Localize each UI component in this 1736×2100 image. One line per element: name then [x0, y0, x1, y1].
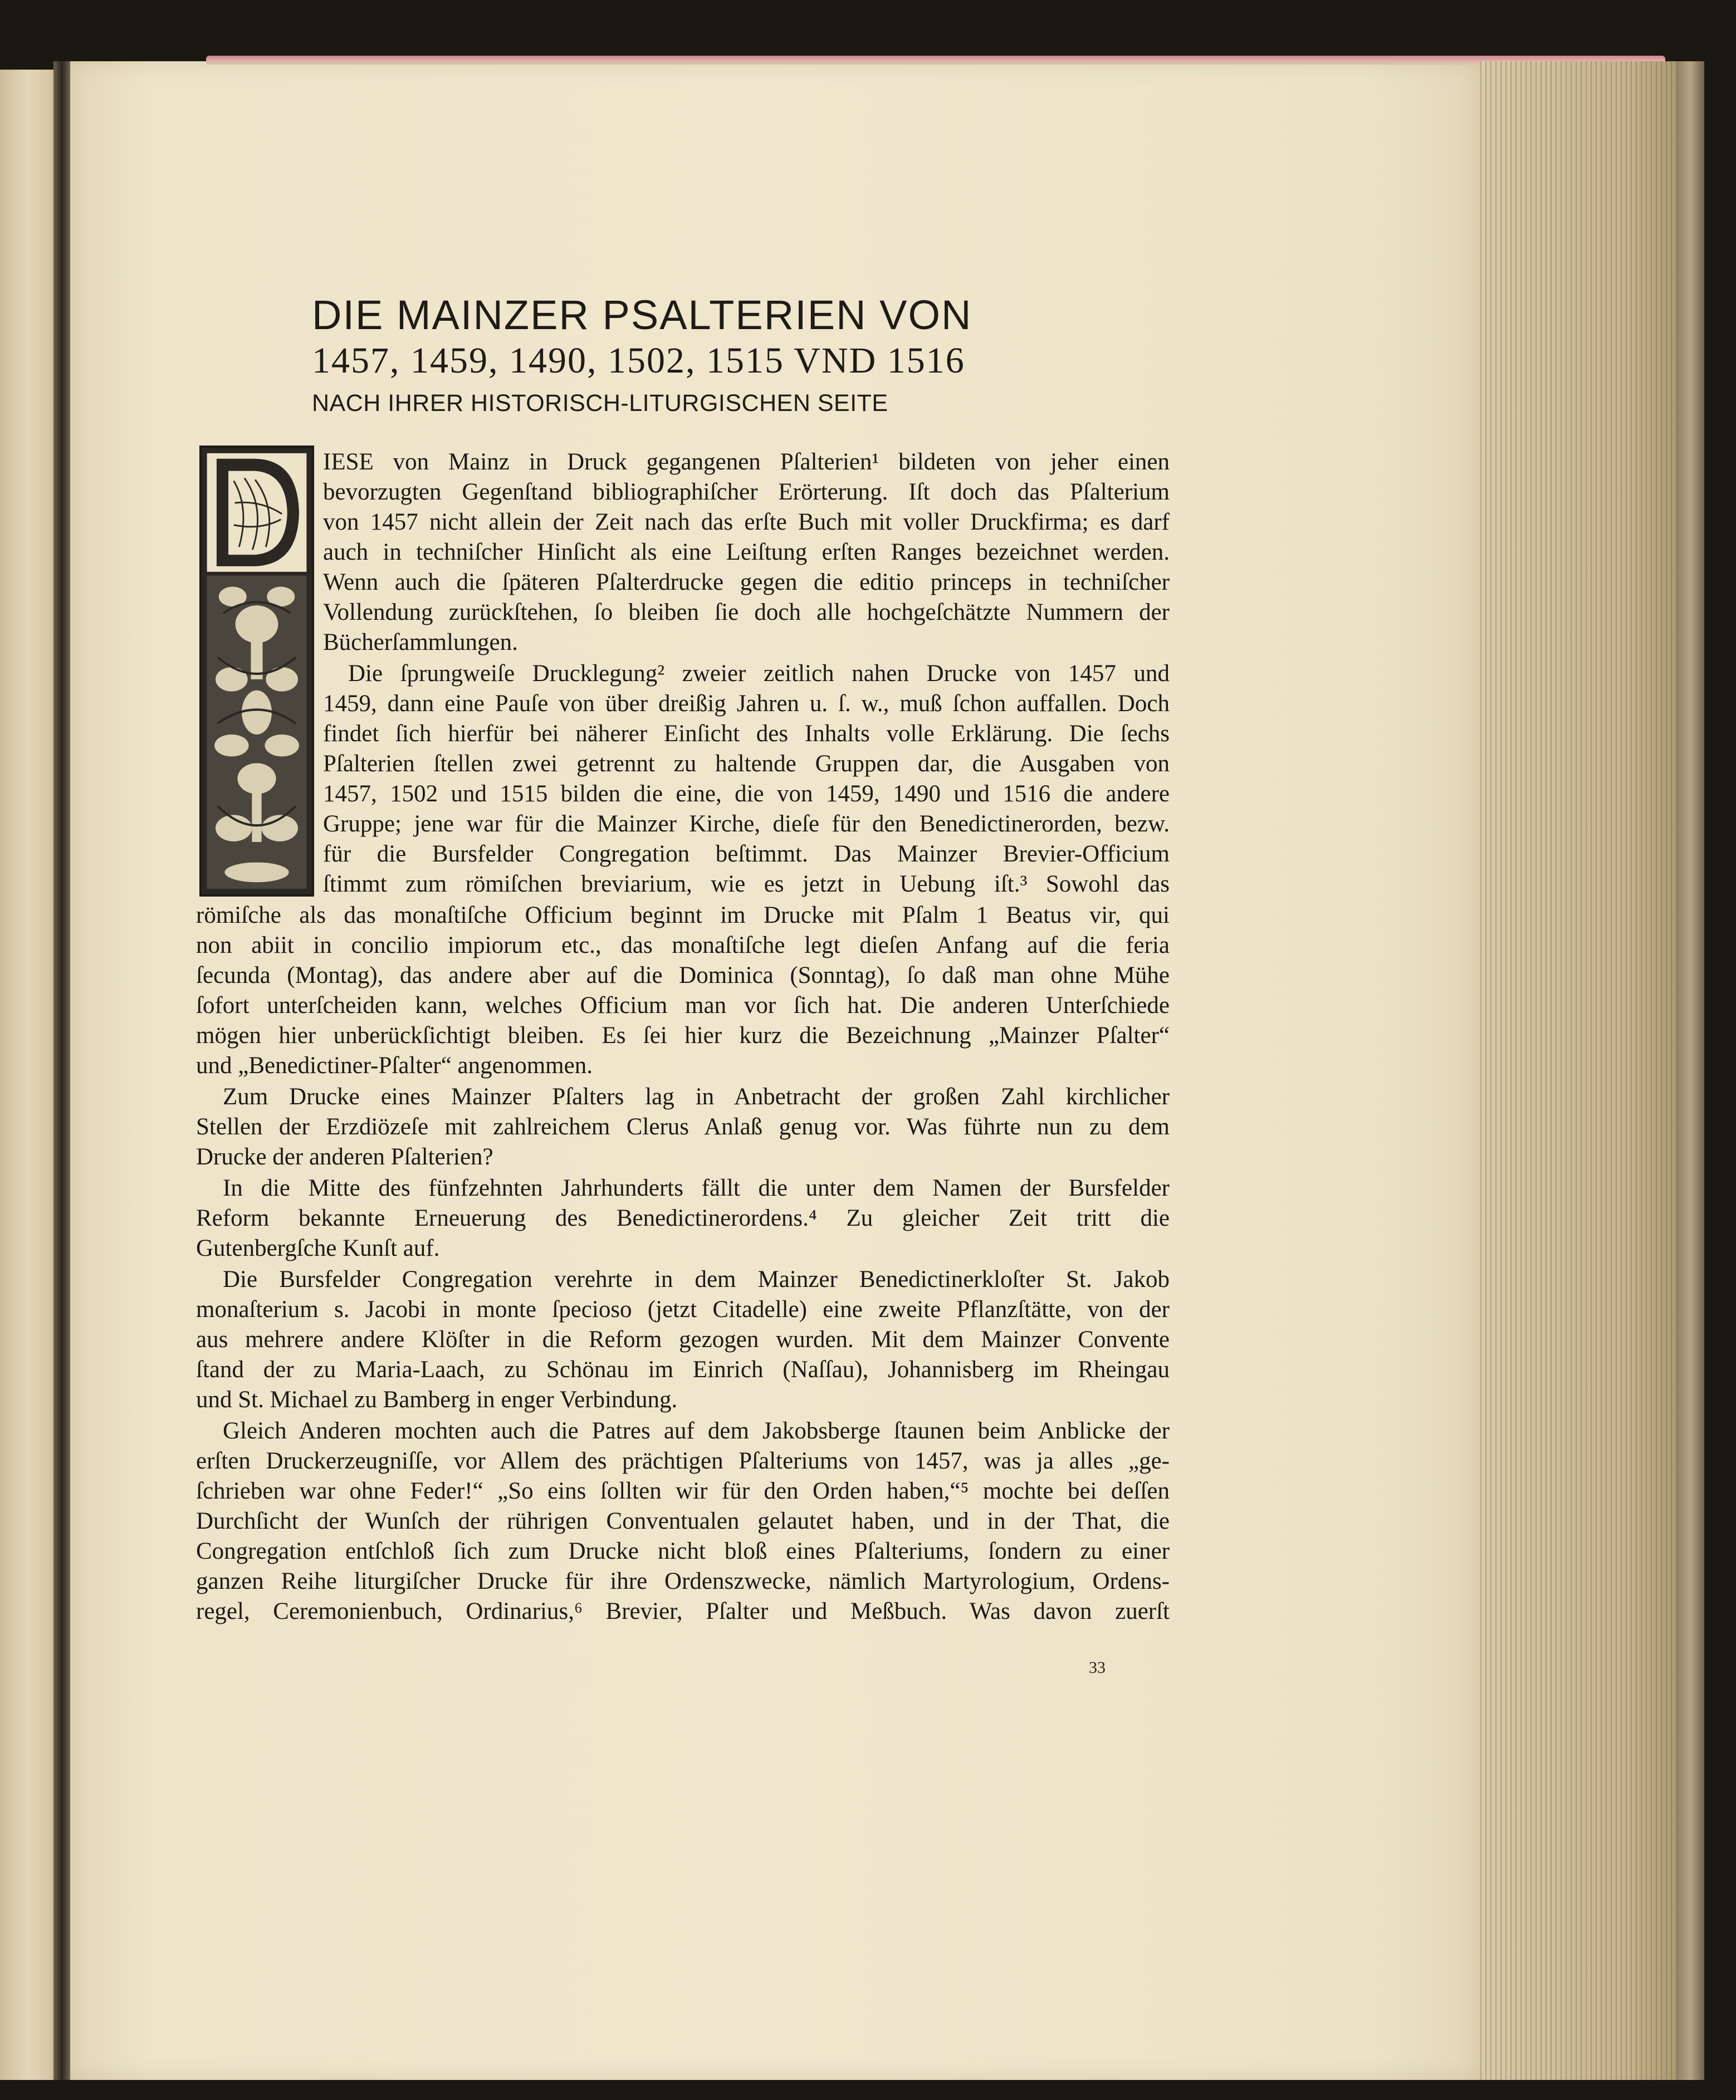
text-line: ſtimmt zum römiſchen breviarium, wie es jetzt in Uebung iſt.³ Sowohl das — [323, 871, 1170, 897]
text-line: aus mehrere andere Klöſter in die Reform gezogen wurden. Mit dem Mainzer Convente — [196, 1326, 1170, 1353]
left-page-edge — [0, 70, 61, 2080]
text-line: ſecunda (Montag), das andere aber auf die Dominica (Sonntag), ſo daß man ohne Mühe — [196, 962, 1170, 988]
text-line: ſtand der zu Maria-Laach, zu Schönau im Einrich (Naſſau), Johannisberg im Rheingau — [196, 1357, 1170, 1383]
text-line: 1459, dann eine Pauſe von über dreißig Jahren u. ſ. w., muß ſchon auffallen. Doch — [323, 691, 1170, 717]
text-line: mögen hier unberückſichtigt bleiben. Es ſei hier kurz die Bezeichnung „Mainzer Pſalter“ — [196, 1022, 1170, 1049]
text-line: erſten Druckerzeugniſſe, vor Allem des prächtigen Pſalteriums von 1457, was ja alles „ge- — [196, 1448, 1170, 1474]
text-line: Gruppe; jene war für die Mainzer Kirche, dieſe für den Benedictinerorden, bezw. — [323, 811, 1170, 837]
book-cover-edge — [1676, 61, 1704, 2080]
text-line: von 1457 nicht allein der Zeit nach das erſte Buch mit voller Druckfirma; es darf — [323, 509, 1170, 535]
text-line: für die Bursfelder Congregation beſtimmt. Das Mainzer Brevier-Officium — [323, 841, 1170, 867]
text-line: Gleich Anderen mochten auch die Patres auf dem Jakobsberge ſtaunen beim Anblicke der — [223, 1418, 1170, 1444]
text-line: Wenn auch die ſpäteren Pſalterdrucke gegen die editio princeps in techniſcher — [323, 569, 1170, 595]
text-line: findet ſich hierfür bei näherer Einſicht des Inhalts volle Erklärung. Die ſechs — [323, 721, 1170, 747]
text-line: Zum Drucke eines Mainzer Pſalters lag in Anbetracht der großen Zahl kirchlicher — [223, 1084, 1170, 1110]
drop-cap-graphic — [202, 448, 312, 894]
text-line: Pſalterien ſtellen zwei getrennt zu haltende Gruppen dar, die Ausgaben von — [323, 751, 1170, 777]
book-gutter — [53, 61, 70, 2080]
text-line: Congregation entſchloß ſich zum Drucke nicht bloß eines Pſalteriums, ſondern zu einer — [196, 1538, 1170, 1564]
text-line: und „Benedictiner-Pſalter“ angenommen. — [196, 1053, 593, 1079]
text-line: non abiit in concilio impiorum etc., das monaſtiſche legt dieſen Anfang auf die feria — [196, 932, 1170, 958]
text-line: Durchſicht der Wunſch der rührigen Conventualen gelautet haben, und in der That, die — [196, 1508, 1170, 1534]
text-line: Drucke der anderen Pſalterien? — [196, 1144, 493, 1170]
text-line: römiſche als das monaſtiſche Officium beginnt im Drucke mit Pſalm 1 Beatus vir, qui — [196, 902, 1170, 928]
top-page-edge — [206, 56, 1665, 65]
text-line: ganzen Reihe liturgiſcher Drucke für ihre Ordenszwecke, nämlich Martyrologium, Ordens- — [196, 1568, 1170, 1594]
text-line: auch in techniſcher Hinſicht als eine Leiſtung erſten Ranges bezeichnet werden. — [323, 539, 1170, 565]
text-line: Die ſprungweiſe Drucklegung² zweier zeitlich nahen Drucke von 1457 und — [348, 660, 1170, 687]
subtitle: NACH IHRER HISTORISCH-LITURGISCHEN SEITE — [312, 390, 888, 417]
text-line: monaſterium s. Jacobi in monte ſpecioso (jetzt Citadelle) eine zweite Pflanzſtätte, von der — [196, 1296, 1170, 1323]
text-line: regel, Ceremonienbuch, Ordinarius,⁶ Brevier, Pſalter und Meßbuch. Was davon zuerſt — [196, 1598, 1170, 1624]
fore-edge-pages — [1480, 61, 1681, 2080]
title-line-1: DIE MAINZER PSALTERIEN VON — [312, 292, 972, 338]
text-line: Bücherſammlungen. — [323, 629, 518, 655]
text-line: Die Bursfelder Congregation verehrte in dem Mainzer Benedictinerkloſter St. Jakob — [223, 1266, 1170, 1293]
ornamental-initial-d-icon — [199, 446, 314, 897]
text-line: IESE von Mainz in Druck gegangenen Pſalterien¹ bildeten von jeher einen — [323, 449, 1170, 475]
text-line: und St. Michael zu Bamberg in enger Verbindung. — [196, 1387, 678, 1413]
text-line: bevorzugten Gegenſtand bibliographiſcher Erörterung. Iſt doch das Pſalterium — [323, 479, 1170, 505]
title-line-2: 1457, 1459, 1490, 1502, 1515 VND 1516 — [312, 340, 965, 381]
text-line: ſofort unterſcheiden kann, welches Officium man vor ſich hat. Die anderen Unterſchiede — [196, 992, 1170, 1019]
page-number: 33 — [1089, 1658, 1106, 1677]
text-line: 1457, 1502 und 1515 bilden die eine, die von 1459, 1490 und 1516 die andere — [323, 781, 1170, 807]
text-line: Stellen der Erzdiözeſe mit zahlreichem Clerus Anlaß genug vor. Was führte nun zu dem — [196, 1114, 1170, 1140]
text-line: ſchrieben war ohne Feder!“ „So eins ſollten wir für den Orden haben,“⁵ mochte bei deſſen — [196, 1478, 1170, 1504]
text-line: In die Mitte des fünfzehnten Jahrhunderts fällt die unter dem Namen der Bursfelder — [223, 1175, 1170, 1201]
text-line: Gutenbergſche Kunſt auf. — [196, 1235, 440, 1261]
text-line: Reform bekannte Erneuerung des Benedictinerordens.⁴ Zu gleicher Zeit tritt die — [196, 1205, 1170, 1231]
text-line: Vollendung zurückſtehen, ſo bleiben ſie doch alle hochgeſchätzte Nummern der — [323, 599, 1170, 625]
